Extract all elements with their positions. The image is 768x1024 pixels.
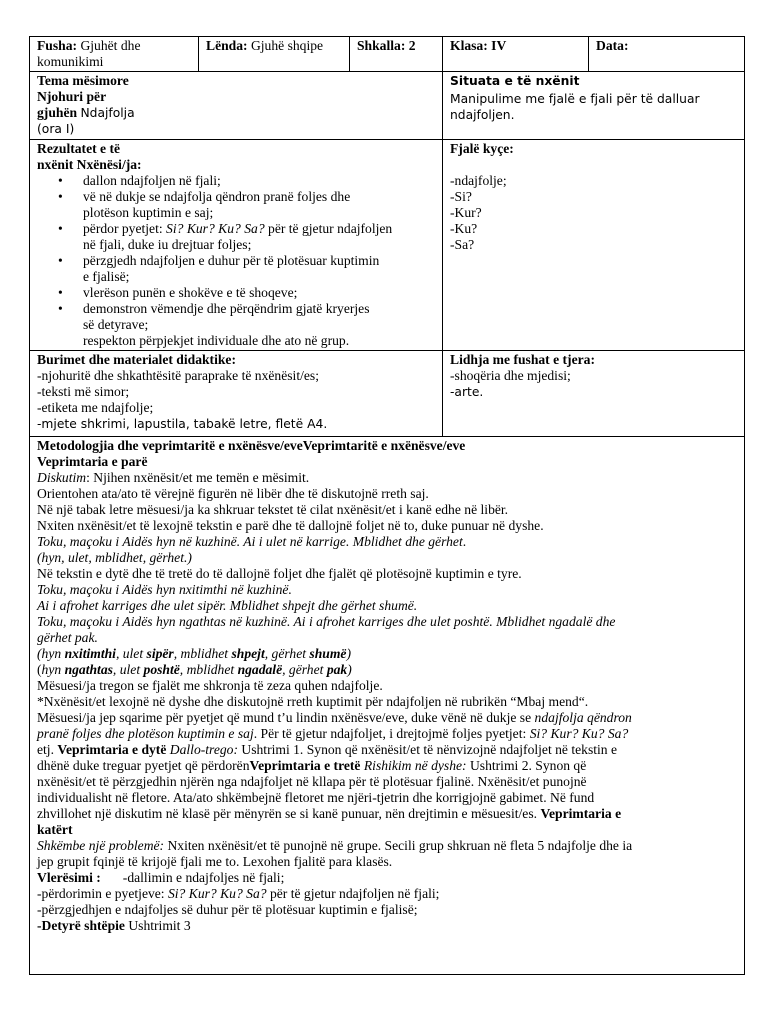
bullet-icon: • bbox=[58, 221, 63, 236]
fjale-kyce-item: -Kur? bbox=[450, 205, 482, 220]
fjale-kyce-item: -Si? bbox=[450, 189, 472, 204]
vleresimi-label: Vlerësimi : bbox=[37, 870, 101, 885]
fusha-cell bbox=[30, 37, 199, 72]
rezultatet-label-1: Rezultatet e të bbox=[37, 141, 121, 156]
lidhja-item: -shoqëria dhe mjedisi; bbox=[450, 368, 571, 383]
tema-row bbox=[30, 72, 745, 140]
bullet-icon: • bbox=[58, 189, 63, 204]
fjale-kyce-cell bbox=[443, 140, 745, 351]
tema-label: Tema mësimore bbox=[37, 73, 129, 88]
rezultatet-item: • vë në dukje se ndajfolja qëndron pranë foljes dhe plotëson kuptimin e saj; bbox=[58, 189, 351, 220]
burimet-row bbox=[30, 351, 745, 437]
tema-cell bbox=[30, 72, 443, 140]
burimet-label: Burimet dhe materialet didaktike: bbox=[37, 352, 236, 367]
fjale-kyce-item: -ndajfolje; bbox=[450, 173, 507, 188]
lidhja-cell bbox=[443, 351, 745, 437]
situata-line2: ndajfoljen. bbox=[450, 108, 515, 122]
situata-line1: Manipulime me fjalë e fjali për të dalluar bbox=[450, 92, 700, 106]
rezultatet-item: • demonstron vëmendje dhe përqëndrim gjatë kryerjes së detyrave; respekton përpjekjet individuale dhe ato në grup. bbox=[58, 301, 370, 348]
situata-label: Situata e të nxënit bbox=[450, 74, 580, 88]
rezultatet-item: • përdor pyetjet: Si? Kur? Ku? Sa? për të gjetur ndajfoljen në fjali, duke iu drejtuar foljes; bbox=[58, 221, 393, 252]
fusha-value-1: Gjuhët dhe bbox=[80, 38, 141, 53]
veprimtaria-1-title: Veprimtaria e parë bbox=[37, 454, 148, 469]
lesson-plan-table bbox=[29, 36, 745, 975]
shkalla-label: Shkalla: 2 bbox=[357, 38, 416, 53]
fjale-kyce-label: Fjalë kyçe: bbox=[450, 141, 514, 156]
detyre-shtepie-label: -Detyrë shtëpie bbox=[37, 918, 125, 933]
tema-line3-bold: gjuhën bbox=[37, 105, 78, 120]
rezultatet-label-2: nxënit Nxënësi/ja: bbox=[37, 157, 142, 172]
rezultatet-list bbox=[37, 173, 435, 349]
burimet-item: -teksti më simor; bbox=[37, 384, 130, 399]
shkalla-cell bbox=[350, 37, 443, 72]
fusha-value-2: komunikimi bbox=[37, 54, 104, 69]
data-label: Data: bbox=[596, 38, 629, 53]
burimet-item: -etiketa me ndajfolje; bbox=[37, 400, 154, 415]
rezultatet-cell bbox=[30, 140, 443, 351]
metodologjia-title: Metodologjia dhe veprimtaritë e nxënësve/eveVeprimtaritë e nxënësve/eve bbox=[37, 438, 466, 453]
tema-line2: Njohuri për bbox=[37, 89, 107, 104]
burimet-item: -mjete shkrimi, lapustila, tabakë letre, fletë A4. bbox=[37, 417, 328, 431]
rezultatet-row bbox=[30, 140, 745, 351]
klasa-label: Klasa: IV bbox=[450, 38, 507, 53]
burimet-cell bbox=[30, 351, 443, 437]
situata-cell bbox=[443, 72, 745, 140]
tema-line4: (ora I) bbox=[37, 122, 75, 136]
data-cell bbox=[589, 37, 745, 72]
lenda-label: Lënda: bbox=[206, 38, 248, 53]
rezultatet-item: • përzgjedh ndajfoljen e duhur për të plotësuar kuptimin e fjalisë; bbox=[58, 253, 380, 284]
klasa-cell bbox=[443, 37, 589, 72]
tema-line3-rest: Ndajfolja bbox=[80, 106, 135, 120]
rezultatet-item: • dallon ndajfoljen në fjali; bbox=[58, 173, 221, 188]
bullet-icon: • bbox=[58, 301, 63, 316]
bullet-icon: • bbox=[58, 285, 63, 300]
rezultatet-item: • vlerëson punën e shokëve e të shoqeve; bbox=[58, 285, 298, 300]
metodologjia-row bbox=[30, 437, 745, 975]
metodologjia-cell: Metodologjia dhe veprimtaritë e nxënësve/eveVeprimtaritë e nxënësve/eve Veprimtaria e parë Diskutim: Njihen nxënësit/et me temën e mësimit. Orientohen ata/ato të vërejnë figurën në libër dhe të diskutojnë rreth saj. Në një tabak letre mësuesi/ja ka shkruar tekstet të cilat nxënësit/et i kanë edhe në libër. Nxiten nxënësit/et të lexojnë tekstin e parë dhe të dallojnë foljet në to, duke punuar në dyshe. Toku, maçoku i Aidës hyn në kuzhinë. Ai i ulet në karrige. Mblidhet dhe gërhet. (hyn, ulet, mblidhet, gërhet.) Në tekstin e dytë dhe të tretë do të dallojnë foljet dhe fjalët që plotësojnë kuptimin e tyre. Toku, maçoku i Aidës hyn nxitimthi në kuzhinë. Ai i afrohet karriges dhe ulet sipër. Mblidhet shpejt dhe gërhet shumë. Toku, maçoku i Aidës hyn ngathtas në kuzhinë. Ai i afrohet karriges dhe ulet poshtë. Mblidhet ngadalë dhe gërhet pak. (hyn nxitimthi, ulet sipër, mblidhet shpejt, gërhet shumë) (hyn ngathtas, ulet poshtë, mblidhet ngadalë, gërhet pak) Mësuesi/ja tregon se fjalët me shkronja të zeza quhen ndajfolje. *Nxënësit/et lexojnë në dyshe dhe diskutojnë rreth kuptimit për ndajfoljen në rubrikën “Mbaj mend“. Mësuesi/ja jep sqarime për pyetjet që mund t’u lindin nxënësve/eve, duke vënë në dukje se ndajfolja qëndron pranë foljes dhe plotëson kuptimin e saj. Për të gjetur ndajfoljet, i drejtojmë foljes pyetjet: Si? Kur? Ku? Sa? etj. Veprimtaria e dytë Dallo-trego: Ushtrimi 1. Synon që nxënësit/et të nënvizojnë ndajfoljet në tekstin e dhënë duke treguar pyetjet që përdorënVeprimtaria e tretë Rishikim në dyshe: Ushtrimi 2. Synon që nxënësit/et të përzgjedhin njërën nga ndajfoljet në kllapa për të plotësuar fjalinë. Nxënësit/et punojnë individualisht në fletore. Ata/ato shkëmbejnë fletoret me njëri-tjetrin dhe korrigjojnë gabimet. Në fund zhvillohet një diskutim në klasë për mënyrën se si kanë punuar, nën drejtimin e mësuesit/es. Veprimtaria e katërt Shkëmbe një problemë: Nxiten nxënësit/et të punojnë në grupe. Secili grup shkruan në fleta 5 ndajfolje dhe ia jep grupit fqinjë të krijojë fjali me to. Lexohen fjalitë para klasës. Vlerësimi : -dallimin e ndajfoljes në fjali; -përdorimin e pyetjeve: Si? Kur? Ku? Sa? për të gjetur ndajfoljen në fjali; -përzgjedhjen e ndajfoljes së duhur për të plotësuar kuptimin e fjalisë; -Detyrë shtëpie Ushtrimit 3 bbox=[30, 437, 745, 975]
lenda-cell bbox=[199, 37, 350, 72]
lidhja-label: Lidhja me fushat e tjera: bbox=[450, 352, 595, 367]
burimet-item: -njohuritë dhe shkathtësitë paraprake të nxënësit/es; bbox=[37, 368, 319, 383]
fjale-kyce-item: -Sa? bbox=[450, 237, 475, 252]
bullet-icon: • bbox=[58, 173, 63, 188]
fjale-kyce-item: -Ku? bbox=[450, 221, 478, 236]
header-row bbox=[30, 37, 745, 72]
fusha-label: Fusha: bbox=[37, 38, 78, 53]
lidhja-item: -arte. bbox=[450, 385, 484, 399]
bullet-icon: • bbox=[58, 253, 63, 268]
lenda-value: Gjuhë shqipe bbox=[250, 38, 324, 53]
